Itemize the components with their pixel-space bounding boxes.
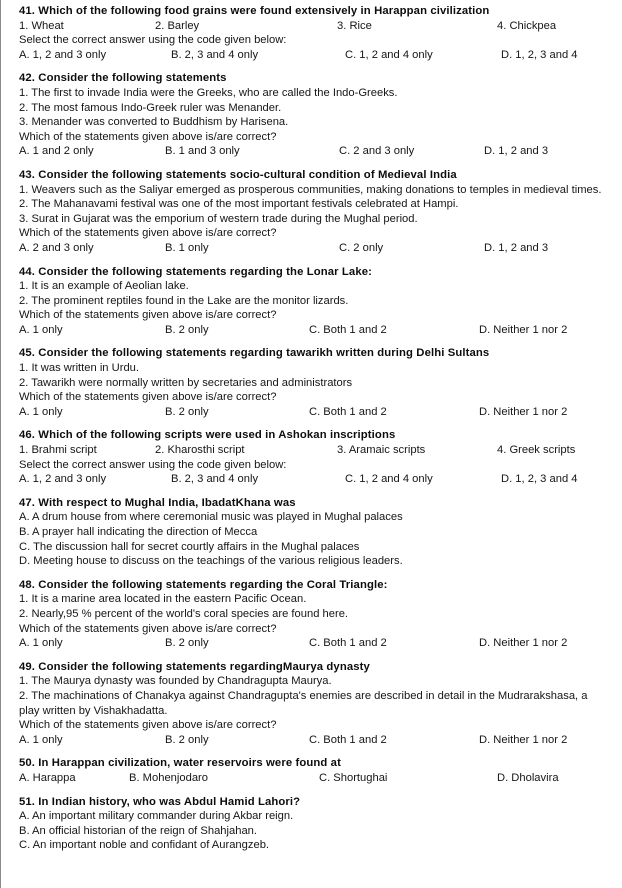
option-d[interactable]: D. Dholavira (497, 771, 559, 784)
question-items (19, 443, 615, 458)
option-d[interactable]: D. Meeting house to discuss on the teachings of the various religious leaders. (19, 555, 403, 568)
option-d[interactable]: D. Neither 1 nor 2 (479, 405, 568, 418)
question-item: 3. Aramaic scripts (337, 444, 426, 457)
question-instruction: Which of the statements given above is/are correct? (19, 227, 277, 240)
question-statement: 2. The prominent reptiles found in the Lake are the monitor lizards. (19, 294, 349, 307)
question-instruction: Select the correct answer using the code given below: (19, 34, 287, 47)
question-statement: 3. Surat in Gujarat was the emporium of western trade during the Mughal period. (19, 212, 418, 225)
question-block-41 (19, 4, 615, 62)
option-row (19, 144, 615, 159)
question-block-49 (19, 660, 615, 748)
question-stem: 47. With respect to Mughal India, IbadatKhana was (19, 496, 296, 509)
option-c[interactable]: C. Both 1 and 2 (309, 637, 387, 650)
option-row (19, 48, 615, 63)
question-stem: 44. Consider the following statements regarding the Lonar Lake: (19, 265, 372, 278)
option-row (19, 771, 615, 786)
question-item: 4. Greek scripts (497, 444, 576, 457)
option-b[interactable]: B. 2 only (165, 637, 209, 650)
option-b[interactable]: B. An official historian of the reign of Shahjahan. (19, 824, 257, 837)
question-instruction: Which of the statements given above is/are correct? (19, 130, 277, 143)
question-instruction: Which of the statements given above is/are correct? (19, 622, 277, 635)
question-block-45 (19, 346, 615, 419)
question-statement: 1. It is an example of Aeolian lake. (19, 280, 189, 293)
question-statement: 3. Menander was converted to Buddhism by Harisena. (19, 116, 289, 129)
option-row (19, 323, 615, 338)
question-instruction: Select the correct answer using the code given below: (19, 458, 287, 471)
question-stem: 48. Consider the following statements regarding the Coral Triangle: (19, 578, 388, 591)
question-item: 1. Wheat (19, 19, 64, 32)
question-stem: 46. Which of the following scripts were used in Ashokan inscriptions (19, 429, 396, 442)
option-d[interactable]: D. 1, 2 and 3 (484, 145, 549, 158)
option-c[interactable]: C. 1, 2 and 4 only (345, 48, 433, 61)
option-c[interactable]: C. 2 only (339, 241, 384, 254)
option-row (19, 636, 615, 651)
option-d[interactable]: D. Neither 1 nor 2 (479, 637, 568, 650)
question-list (19, 4, 615, 862)
question-stem: 49. Consider the following statements regardingMaurya dynasty (19, 660, 370, 673)
option-a[interactable]: A. A drum house from where ceremonial music was played in Mughal palaces (19, 511, 403, 524)
option-c[interactable]: C. Both 1 and 2 (309, 323, 387, 336)
option-d[interactable]: D. Neither 1 nor 2 (479, 323, 568, 336)
option-a[interactable]: A. 1, 2 and 3 only (19, 48, 107, 61)
question-instruction: Which of the statements given above is/are correct? (19, 719, 277, 732)
option-c[interactable]: C. Both 1 and 2 (309, 733, 387, 746)
question-block-50 (19, 756, 615, 785)
option-b[interactable]: B. 2, 3 and 4 only (171, 473, 259, 486)
question-block-51 (19, 795, 615, 853)
question-stem: 41. Which of the following food grains were found extensively in Harappan civilization (19, 5, 490, 17)
question-instruction: Which of the statements given above is/are correct? (19, 309, 277, 322)
question-block-44 (19, 265, 615, 338)
option-row (19, 733, 615, 748)
question-statement: 2. Nearly,95 % percent of the world's coral species are found here. (19, 607, 349, 620)
question-item: 1. Brahmi script (19, 444, 97, 457)
option-c[interactable]: C. 2 and 3 only (339, 145, 415, 158)
option-a[interactable]: A. 2 and 3 only (19, 241, 94, 254)
option-b[interactable]: B. 2, 3 and 4 only (171, 48, 259, 61)
option-d[interactable]: D. 1, 2, 3 and 4 (501, 473, 578, 486)
question-stem: 45. Consider the following statements regarding tawarikh written during Delhi Sultans (19, 347, 490, 360)
option-row (19, 241, 615, 256)
option-a[interactable]: A. 1 only (19, 637, 63, 650)
question-stem: 51. In Indian history, who was Abdul Hamid Lahori? (19, 795, 301, 808)
question-statement: 1. It was written in Urdu. (19, 362, 139, 375)
question-instruction: Which of the statements given above is/are correct? (19, 391, 277, 404)
option-b[interactable]: B. 1 only (165, 241, 209, 254)
option-a[interactable]: A. 1 only (19, 405, 63, 418)
option-row (19, 405, 615, 420)
question-statement: 2. Tawarikh were normally written by secretaries and administrators (19, 376, 353, 389)
option-a[interactable]: A. 1, 2 and 3 only (19, 473, 107, 486)
option-d[interactable]: D. 1, 2 and 3 (484, 241, 549, 254)
option-b[interactable]: B. A prayer hall indicating the direction of Mecca (19, 526, 258, 538)
question-statement: 1. Weavers such as the Saliyar emerged as prosperous communities, making donations to temples in medieval times. (19, 183, 602, 196)
option-b[interactable]: B. Mohenjodaro (129, 771, 208, 784)
question-item: 4. Chickpea (497, 19, 557, 32)
question-statement: 1. It is a marine area located in the eastern Pacific Ocean. (19, 593, 307, 606)
option-d[interactable]: D. 1, 2, 3 and 4 (501, 48, 578, 61)
option-c[interactable]: C. Shortughai (319, 771, 388, 784)
question-item: 2. Kharosthi script (155, 444, 245, 457)
option-c[interactable]: C. Both 1 and 2 (309, 405, 387, 418)
option-a[interactable]: A. An important military commander during Akbar reign. (19, 810, 294, 823)
option-c[interactable]: C. An important noble and confidant of Aurangzeb. (19, 839, 270, 852)
question-stem: 42. Consider the following statements (19, 72, 227, 85)
option-row (19, 472, 615, 487)
question-items (19, 19, 615, 34)
question-statement: 1. The Maurya dynasty was founded by Chandragupta Maurya. (19, 675, 332, 688)
question-statement: 2. The Mahanavami festival was one of the most important festivals celebrated at Hampi. (19, 198, 459, 211)
question-item: 3. Rice (337, 19, 372, 32)
question-block-48 (19, 578, 615, 651)
option-b[interactable]: B. 2 only (165, 405, 209, 418)
option-c[interactable]: C. 1, 2 and 4 only (345, 473, 433, 486)
option-a[interactable]: A. Harappa (19, 771, 76, 784)
question-block-43 (19, 168, 615, 256)
question-statement: 2. The most famous Indo-Greek ruler was Menander. (19, 101, 282, 114)
option-d[interactable]: D. Neither 1 nor 2 (479, 733, 568, 746)
question-block-42 (19, 71, 615, 159)
question-stem: 43. Consider the following statements socio-cultural condition of Medieval India (19, 168, 457, 181)
question-statement: 2. The machinations of Chanakya against Chandragupta's enemies are described in detail in the Mudrarakshasa, a play written by Vishakhadatta. (19, 689, 588, 717)
option-c[interactable]: C. The discussion hall for secret courtly affairs in the Mughal palaces (19, 540, 360, 553)
option-a[interactable]: A. 1 only (19, 733, 63, 746)
question-block-47 (19, 496, 615, 569)
option-a[interactable]: A. 1 and 2 only (19, 145, 94, 158)
question-item: 2. Barley (155, 19, 200, 32)
question-statement: 1. The first to invade India were the Greeks, who are called the Indo-Greeks. (19, 86, 398, 99)
question-block-46 (19, 428, 615, 486)
option-a[interactable]: A. 1 only (19, 323, 63, 336)
option-b[interactable]: B. 2 only (165, 733, 209, 746)
option-b[interactable]: B. 1 and 3 only (165, 145, 240, 158)
option-b[interactable]: B. 2 only (165, 323, 209, 336)
question-stem: 50. In Harappan civilization, water reservoirs were found at (19, 757, 341, 770)
